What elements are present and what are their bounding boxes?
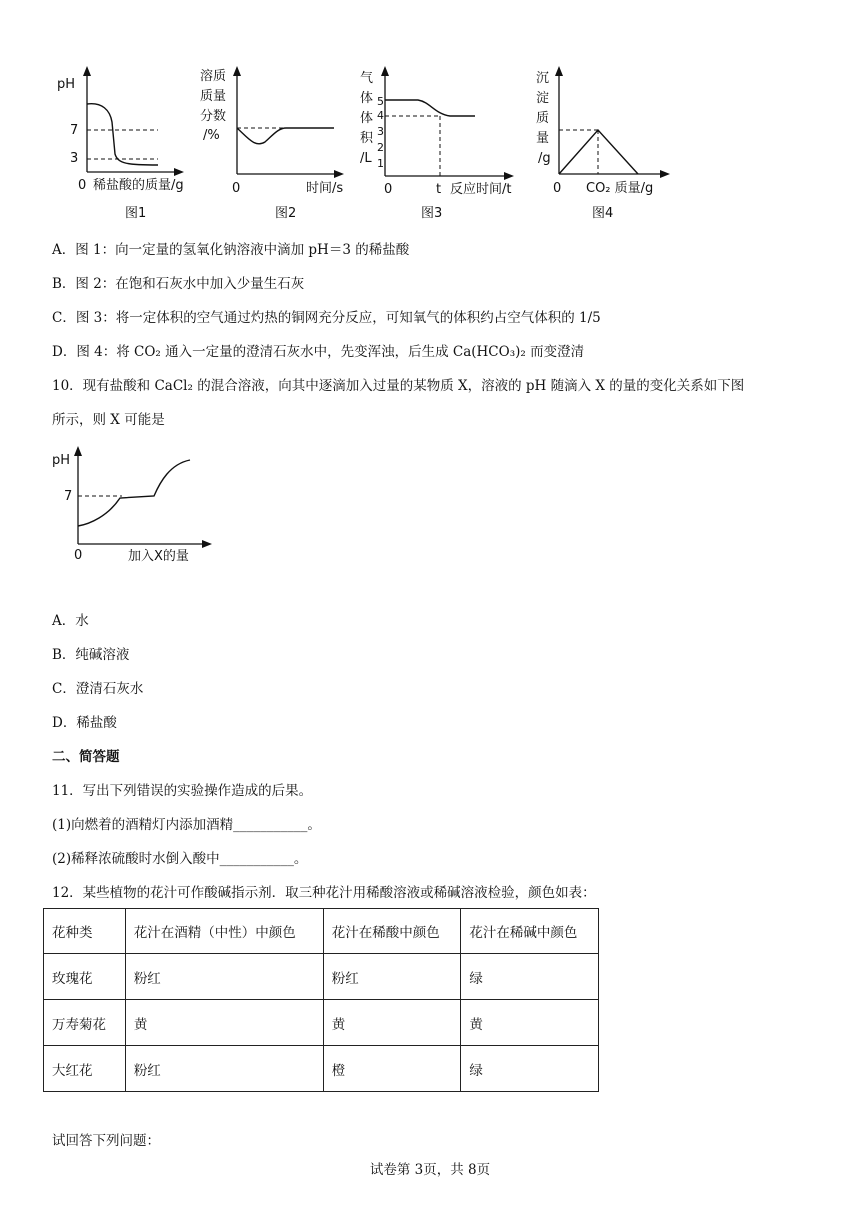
fig3-tick-5: 5 [377,95,384,108]
fig2-origin: 0 [232,181,241,196]
q10-option-b: B．纯碱溶液 [52,647,130,663]
q10-graph-origin: 0 [74,548,83,563]
fig4-ylabel-4: 量 [536,131,550,146]
fig1-origin: 0 [78,178,87,193]
figure-4 [536,66,670,221]
fig4-origin: 0 [553,181,562,196]
figure-2 [200,66,344,221]
fig2-ylabel-3: 分数 [200,109,227,124]
q10-option-d: D．稀盐酸 [52,715,117,731]
table-cell: 黄 [323,1000,461,1046]
flower-indicator-table [43,908,599,1092]
q10-graph [48,444,223,574]
fig4-caption: 图4 [592,206,614,221]
q12-followup: 试回答下列问题： [52,1133,160,1149]
table-cell: 粉红 [125,1046,323,1092]
q10-graph-ylabel: pH [52,453,71,468]
fig2-xlabel: 时间/s [306,181,344,196]
table-cell: 绿 [461,1046,599,1092]
fig4-xlabel: CO₂ 质量/g [586,181,654,196]
table-cell: 绿 [461,954,599,1000]
fig1-xlabel: 稀盐酸的质量/g [93,178,184,193]
fig2-ylabel-1: 溶质 [200,69,227,84]
fig1-tick-7: 7 [70,123,79,138]
table-header-cell: 花汁在酒精（中性）中颜色 [125,909,323,954]
page-footer: 试卷第 3页，共 8页 [369,1162,491,1178]
table-cell: 万寿菊花 [44,1000,126,1046]
q10-graph-xlabel: 加入X的量 [128,549,189,564]
fig3-ylabel-2: 体 [360,91,374,106]
table-cell: 粉红 [125,954,323,1000]
fig3-ylabel-4: 积 [360,131,374,146]
table-header-row [44,909,599,954]
q10-graph-curve [78,460,190,526]
fig3-curve [385,100,475,116]
figures-row [40,62,680,227]
table-header-cell: 花汁在稀酸中颜色 [323,909,461,954]
fig2-ylabel-2: 质量 [200,89,227,104]
table-header-cell: 花汁在稀碱中颜色 [461,909,599,954]
table-row [44,954,599,1000]
fig3-t-label: t [436,182,442,197]
table-cell: 粉红 [323,954,461,1000]
table-row [44,1046,599,1092]
table-cell: 橙 [323,1046,461,1092]
fig1-caption: 图1 [125,206,147,221]
table-cell: 大红花 [44,1046,126,1092]
fig1-curve [87,104,158,165]
q11-stem: 11．写出下列错误的实验操作造成的后果。 [52,783,313,799]
fig3-ylabel-5: /L [360,151,372,166]
fig4-ylabel-1: 沉 [536,71,550,86]
q9-option-c: C．图 3：将一定体积的空气通过灼热的铜网充分反应，可知氧气的体积约占空气体积的 1/5 [52,310,601,326]
figure-1 [57,66,184,221]
table-cell: 黄 [125,1000,323,1046]
fig4-ylabel-3: 质 [536,111,550,126]
q9-option-a: A．图 1：向一定量的氢氧化钠溶液中滴加 pH＝3 的稀盐酸 [52,242,410,258]
fig3-tick-1: 1 [377,157,384,170]
q10-option-c: C．澄清石灰水 [52,681,144,697]
fig3-tick-3: 3 [377,125,384,138]
fig3-caption: 图3 [421,206,443,221]
q11-item-2: (2)稀释浓硫酸时水倒入酸中___________。 [52,851,308,867]
fig3-origin: 0 [384,182,393,197]
q10-option-a: A．水 [52,613,89,629]
fig4-ylabel-5: /g [538,151,551,166]
q9-option-b: B．图 2：在饱和石灰水中加入少量生石灰 [52,276,305,292]
fig1-ylabel: pH [57,77,76,92]
q9-option-d: D．图 4：将 CO₂ 通入一定量的澄清石灰水中，先变浑浊，后生成 Ca(HCO₃)₂ 而变澄清 [52,344,585,360]
fig4-ylabel-2: 淀 [536,91,550,106]
fig3-ylabel-3: 体 [360,111,374,126]
q12-stem: 12．某些植物的花汁可作酸碱指示剂．取三种花汁用稀酸溶液或稀碱溶液检验，颜色如表： [52,885,596,901]
table-cell: 玫瑰花 [44,954,126,1000]
q10-stem-line2: 所示，则 X 可能是 [52,412,165,428]
fig2-caption: 图2 [275,206,297,221]
q10-stem-line1: 10．现有盐酸和 CaCl₂ 的混合溶液，向其中逐滴加入过量的某物质 X，溶液的 pH 随滴入 X 的量的变化关系如下图 [52,378,745,394]
table-header-cell: 花种类 [44,909,126,954]
q10-graph-tick-7: 7 [64,489,73,504]
fig3-tick-2: 2 [377,141,384,154]
section-2-title: 二、简答题 [52,749,120,765]
fig2-ylabel-4: /% [203,128,220,143]
table-row [44,1000,599,1046]
table-cell: 黄 [461,1000,599,1046]
fig3-ylabel-1: 气 [360,71,374,86]
fig3-tick-4: 4 [377,109,384,122]
fig3-xlabel: 反应时间/t [450,182,512,197]
fig2-curve [237,128,334,144]
fig1-tick-3: 3 [70,151,79,166]
q11-item-1: (1)向燃着的酒精灯内添加酒精___________。 [52,817,321,833]
figure-3 [360,66,514,221]
